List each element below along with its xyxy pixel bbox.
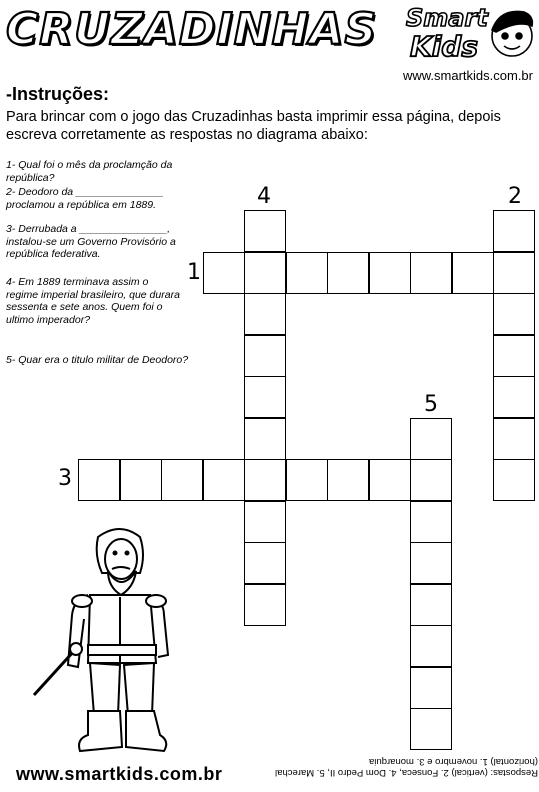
crossword-cell-1-across[interactable] (369, 252, 411, 294)
crossword-cell-5-down[interactable] (410, 708, 452, 750)
crossword-cell-3-across[interactable] (161, 459, 203, 501)
grid-number-4: 4 (257, 184, 271, 209)
crossword-cell-4-down[interactable] (244, 501, 286, 543)
crossword-cell-5-down[interactable] (410, 625, 452, 667)
crossword-cell-4-down[interactable] (244, 376, 286, 418)
crossword-cell-3-across[interactable] (327, 459, 369, 501)
logo-kids-text: Kids (410, 30, 479, 63)
clue-4: 4- Em 1889 terminava assim o regime imperial brasileiro, que durara sessenta e sete anos. Quem foi o ultimo imperador? (6, 276, 180, 326)
crossword-cell-2-down[interactable] (493, 459, 535, 501)
crossword-cell-1-across[interactable] (410, 252, 452, 294)
crossword-cell-3-across[interactable] (410, 459, 452, 501)
answers-line-2: (horizontal) 1. novembro e 3. monarquia (369, 756, 538, 767)
crossword-cell-2-down[interactable] (493, 376, 535, 418)
crossword-cell-2-down[interactable] (493, 293, 535, 335)
smartkids-logo (400, 0, 538, 66)
crossword-cell-4-down[interactable] (244, 335, 286, 377)
crossword-cell-5-down[interactable] (410, 584, 452, 626)
site-url-bottom[interactable]: www.smartkids.com.br (16, 764, 223, 784)
marshal-deodoro-illustration (28, 515, 198, 760)
crossword-cell-4-down[interactable] (244, 418, 286, 460)
grid-number-5: 5 (424, 392, 438, 417)
crossword-cell-4-down[interactable] (244, 542, 286, 584)
instructions-text: Para brincar com o jogo das Cruzadinhas basta imprimir essa página, depois escreva corretamente as respostas no diagrama abaixo: (6, 109, 501, 143)
crossword-cell-5-down[interactable] (410, 542, 452, 584)
crossword-cell-4-down[interactable] (244, 210, 286, 252)
crossword-cell-3-across[interactable] (286, 459, 328, 501)
crossword-cell-2-down[interactable] (493, 335, 535, 377)
crossword-cell-3-across[interactable] (244, 459, 286, 501)
crossword-cell-3-across[interactable] (203, 459, 245, 501)
clue-1: 1- Qual foi o mês da proclamção da república? (6, 159, 173, 184)
crossword-cell-4-down[interactable] (244, 584, 286, 626)
crossword-cell-2-down[interactable] (493, 210, 535, 252)
crossword-cell-1-across[interactable] (203, 252, 245, 294)
crossword-cell-3-across[interactable] (120, 459, 162, 501)
crossword-cell-5-down[interactable] (410, 418, 452, 460)
crossword-cell-1-across[interactable] (327, 252, 369, 294)
crossword-cell-2-down[interactable] (493, 418, 535, 460)
instructions-title: -Instruções: (6, 84, 110, 104)
logo-smart-text: Smart (406, 4, 488, 32)
mascot-face-icon (492, 11, 532, 56)
clue-3: 3- Derrubada a _______________, instalou-se um Governo Provisório a república federativa. (6, 223, 176, 260)
crossword-cell-4-down[interactable] (244, 293, 286, 335)
grid-number-1: 1 (187, 260, 201, 285)
crossword-cell-3-across[interactable] (78, 459, 120, 501)
crossword-cell-5-down[interactable] (410, 501, 452, 543)
clue-5: 5- Quar era o titulo militar de Deodoro? (6, 354, 189, 366)
crossword-cell-1-across[interactable] (452, 252, 494, 294)
crossword-cell-5-down[interactable] (410, 667, 452, 709)
page-title: CRUZADINHAS (6, 4, 378, 55)
grid-number-3: 3 (58, 466, 72, 491)
crossword-cell-1-across[interactable] (286, 252, 328, 294)
site-url-top[interactable]: www.smartkids.com.br (402, 68, 533, 83)
crossword-cell-3-across[interactable] (369, 459, 411, 501)
crossword-cell-1-across[interactable] (244, 252, 286, 294)
clue-2: 2- Deodoro da _______________ proclamou a república em 1889. (6, 186, 164, 211)
grid-number-2: 2 (508, 184, 522, 209)
answers-upside-down (258, 756, 538, 778)
crossword-cell-1-across[interactable] (493, 252, 535, 294)
answers-line-1: Respostas: (vertical) 2. Fonseca, 4. Dom Pedro II, 5. Marechal (275, 767, 538, 778)
